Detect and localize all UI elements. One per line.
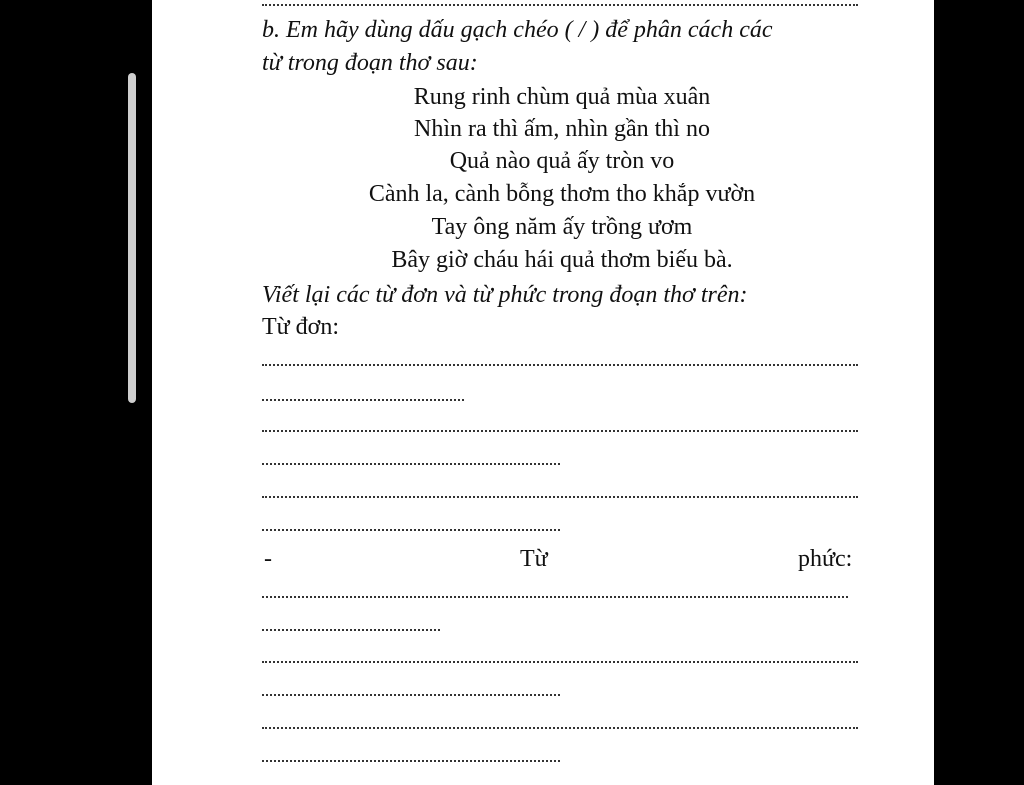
- answer-line: [262, 399, 464, 401]
- tu-don-label: Từ đơn:: [262, 314, 340, 340]
- answer-line: [262, 364, 858, 366]
- scrollbar-handle[interactable]: [128, 73, 136, 403]
- answer-line: [262, 529, 560, 531]
- tu-phuc-word-1: Từ: [520, 546, 548, 572]
- answer-line-top: [262, 4, 858, 6]
- poem-line: Tay ông năm ấy trồng ươm: [431, 214, 693, 240]
- answer-line: [262, 596, 848, 598]
- answer-line: [262, 629, 440, 631]
- task-b-line-2: từ trong đoạn thơ sau:: [262, 50, 478, 76]
- tu-phuc-dash: -: [264, 546, 272, 572]
- worksheet-page: [152, 0, 934, 785]
- tu-phuc-word-2: phức:: [798, 546, 853, 572]
- answer-line: [262, 694, 560, 696]
- poem-line: Cành la, cành bỗng thơm tho khắp vườn: [368, 181, 756, 207]
- answer-line: [262, 760, 560, 762]
- answer-line: [262, 727, 858, 729]
- answer-line: [262, 430, 858, 432]
- poem-line: Bây giờ cháu hái quả thơm biếu bà.: [391, 247, 733, 273]
- task-b-line-1: b. Em hãy dùng dấu gạch chéo ( / ) để phân cách các: [262, 17, 773, 43]
- answer-line: [262, 463, 560, 465]
- answer-line: [262, 661, 858, 663]
- poem-line: Nhìn ra thì ấm, nhìn gần thì no: [414, 116, 710, 142]
- answer-line: [262, 496, 858, 498]
- instruction: Viết lại các từ đơn và từ phức trong đoạn thơ trên:: [262, 282, 748, 308]
- poem-line: Rung rinh chùm quả mùa xuân: [413, 84, 711, 110]
- poem-line: Quả nào quả ấy tròn vo: [449, 148, 675, 174]
